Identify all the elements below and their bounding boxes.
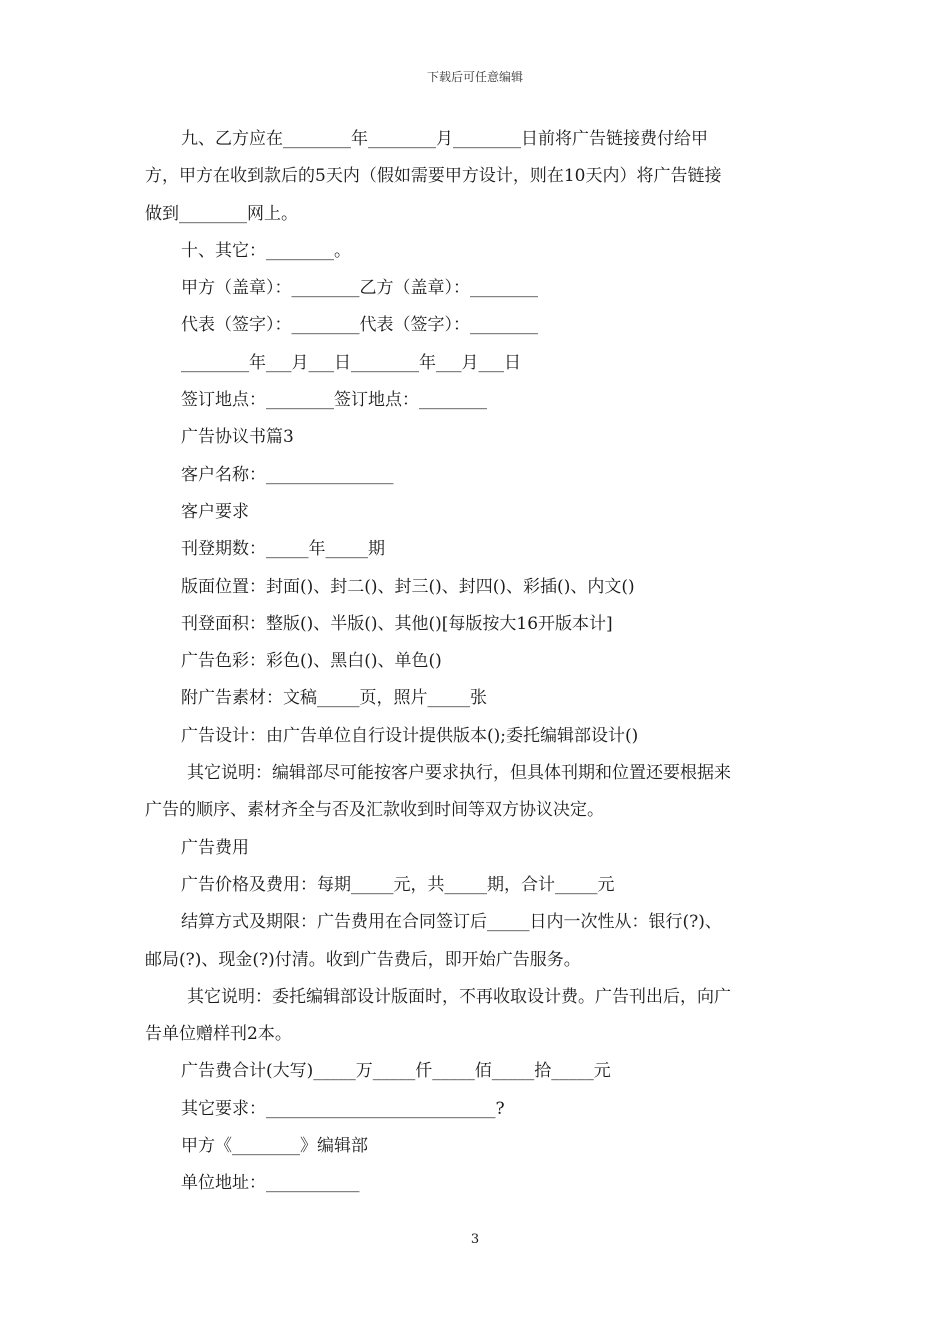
ad-fees-heading: 广告费用 [181, 837, 249, 858]
page-header: 下载后可任意编辑 [426, 70, 523, 84]
other-requirements-line: 其它要求：___________________________? [181, 1098, 505, 1119]
settlement-line-1: 结算方式及期限：广告费用在合同签订后_____日内一次性从：银行(?)、 [181, 912, 722, 933]
editorial-dept-line: 甲方《________》编辑部 [181, 1136, 368, 1157]
ad-design-line: 广告设计：由广告单位自行设计提供版本();委托编辑部设计() [181, 725, 639, 746]
clause-nine-line-1: 九、乙方应在________年________月________日前将广告链接费付给甲 [181, 129, 708, 149]
document-body [145, 121, 811, 1203]
ad-price-line: 广告价格及费用：每期_____元，共_____期，合计_____元 [181, 874, 615, 895]
date-line: ________年___月___日________年___月___日 [181, 352, 521, 373]
settlement-line-2: 邮局(?)、现金(?)付清。收到广告费后，即开始广告服务。 [145, 949, 581, 970]
section-heading: 广告协议书篇3 [181, 427, 294, 448]
signature-line: 代表（签字）：________代表（签字）：________ [181, 315, 538, 336]
ad-area-line: 刊登面积：整版()、半版()、其他()[每版按大16开版本计] [181, 613, 613, 634]
page-number: 3 [470, 1232, 480, 1247]
ad-materials-line: 附广告素材：文稿_____页，照片_____张 [181, 688, 487, 709]
clause-ten: 十、其它：________。 [181, 240, 351, 261]
signing-place-line: 签订地点：________签订地点：________ [181, 390, 487, 411]
ad-color-line: 广告色彩：彩色()、黑白()、单色() [181, 651, 442, 672]
issue-count-line: 刊登期数：_____年_____期 [181, 539, 385, 560]
other-notes-line-2: 广告的顺序、素材齐全与否及汇款收到时间等双方协议决定。 [145, 800, 604, 821]
clause-nine-line-3: 做到________网上。 [145, 203, 298, 224]
total-fee-line: 广告费合计(大写)_____万_____仟_____佰_____拾_____元 [181, 1061, 611, 1082]
clause-nine-line-2: 方，甲方在收到款后的5天内（假如需要甲方设计，则在10天内）将广告链接 [145, 166, 722, 187]
customer-name-line: 客户名称：_______________ [181, 464, 394, 485]
other-notes-line-1: 其它说明：编辑部尽可能按客户要求执行，但具体刊期和位置还要根据来 [187, 763, 731, 784]
other-notes-2-line-2: 告单位赠样刊2本。 [145, 1024, 292, 1045]
other-notes-2-line-1: 其它说明：委托编辑部设计版面时，不再收取设计费。广告刊出后，向广 [187, 986, 731, 1007]
page-position-line: 版面位置：封面()、封二()、封三()、封四()、彩插()、内文() [181, 576, 635, 597]
customer-requirements-heading: 客户要求 [181, 501, 249, 522]
unit-address-line: 单位地址：___________ [181, 1173, 360, 1194]
seal-line: 甲方（盖章）：________乙方（盖章）：________ [181, 278, 538, 299]
